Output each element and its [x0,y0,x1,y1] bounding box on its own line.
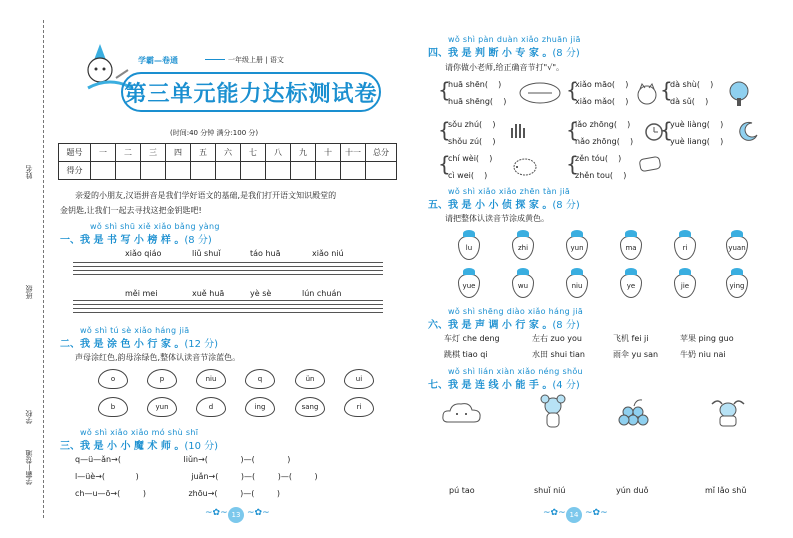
table-cell: 五 [191,144,216,162]
heart-item[interactable]: ri [344,397,374,417]
page-title: 第三单元能力达标测试卷 [121,72,381,112]
footer-vine-left: ~✿~ [205,508,228,518]
heart-item[interactable]: d [196,397,226,417]
sidebar-class-label: 班级 [25,285,33,299]
strawberry-item[interactable]: ying [726,274,748,298]
brace: { [438,152,451,176]
footer-vine-right-2: ~✿~ [585,508,608,518]
s3-line-3: ch—u—ō→( ) zhōu→( )—( ) [75,489,281,498]
s4-option[interactable]: xiǎo mǎo( ) [575,97,629,106]
tree-icon [725,80,753,108]
table-cell: 四 [166,144,191,162]
score-table-score-row [59,162,397,180]
strawberry-item[interactable]: ri [674,236,696,260]
table-cell: 题号 [59,144,91,162]
strawberry-item[interactable]: yun [566,236,588,260]
header-brand: 学霸—卷通 [138,56,178,65]
exam-meta: (时间:40 分钟 满分:100 分) [170,129,259,137]
s1-word: xuě huā [192,289,225,298]
heart-item[interactable]: q [245,369,275,389]
pillow-icon [638,154,662,174]
s3-title: 三、我 是 小 小 魔 术 师 。(10 分) [60,441,219,452]
score-cell[interactable] [241,162,266,180]
table-cell: 得分 [59,162,91,180]
s4-option[interactable]: chí wèi( ) [448,154,493,163]
strawberry-item[interactable]: ma [620,236,642,260]
strawberry-item[interactable]: lu [458,236,480,260]
s4-option[interactable]: huā shēn( ) [448,80,502,89]
s6-word: 跳棋 tiao qi [444,350,488,359]
score-table [58,143,397,180]
s6-word: 苹果 ping guo [680,334,734,343]
sidebar-school-label: 学校 [25,410,33,424]
score-table-header-row [59,144,397,162]
hand-icon [508,120,530,142]
s4-option[interactable]: yuè liàng( ) [670,120,724,129]
s1-word: lún chuán [302,289,342,298]
strawberry-item[interactable]: yue [458,274,480,298]
heart-item[interactable]: ui [344,369,374,389]
s1-pinyin: wǒ shì shū xiě xiǎo bǎng yàng [90,222,220,231]
s2-pinyin: wǒ shì tú sè xiǎo háng jiā [80,326,190,335]
score-cell[interactable] [166,162,191,180]
heart-item[interactable]: b [98,397,128,417]
heart-item[interactable]: yun [147,397,177,417]
buffalo-icon[interactable] [708,396,748,428]
s6-word: 车灯 che deng [444,334,500,343]
s7-title: 七、我 是 连 线 小 能 手 。(4 分) [428,380,580,391]
brace: { [438,78,451,102]
score-cell[interactable] [266,162,291,180]
score-cell[interactable] [341,162,366,180]
s4-option[interactable]: lǎo zhōng( ) [575,120,631,129]
s4-instruction: 请你做小老师,给正确音节打"√"。 [445,63,564,72]
strawberry-item[interactable]: zhi [512,236,534,260]
peanut-icon [518,80,562,106]
brace: { [566,152,579,176]
s7-word[interactable]: shuǐ niú [534,486,566,495]
brace: { [438,118,451,142]
header-divider [205,59,225,60]
s6-pinyin: wǒ shì shēng diào xiǎo háng jiā [448,307,584,316]
score-cell[interactable] [216,162,241,180]
heart-item[interactable]: sang [295,397,325,417]
table-cell: 十一 [341,144,366,162]
s3-line-2: l—üè→( ) juǎn→( )—( )—( ) [75,472,318,481]
s4-option[interactable]: huā shēng( ) [448,97,507,106]
score-cell[interactable] [116,162,141,180]
s1-word: táo huā [250,249,281,258]
s4-option[interactable]: xiǎo māo( ) [575,80,629,89]
s1-word: yè sè [250,289,272,298]
s1-word: liǔ shuǐ [192,249,221,258]
binding-line [43,20,44,518]
strawberry-item[interactable]: jie [674,274,696,298]
moon-icon [738,120,760,142]
strawberry-item[interactable]: yuan [726,236,748,260]
mouse-icon[interactable] [537,394,569,430]
s4-option[interactable]: dà sǔ( ) [670,97,709,106]
s5-instruction: 请把整体认读音节涂成黄色。 [445,214,549,223]
s6-title: 六、我 是 声 调 小 行 家 。(8 分) [428,320,580,331]
s4-option[interactable]: zěn tóu( ) [575,154,622,163]
table-cell: 十 [316,144,341,162]
s4-option[interactable]: yuè liang( ) [670,137,724,146]
s7-pinyin: wǒ shì lián xiàn xiǎo néng shǒu [448,367,583,376]
table-cell: 总分 [366,144,397,162]
s6-word: 水田 shui tian [532,350,585,359]
table-cell: 三 [141,144,166,162]
s4-option[interactable]: sǒu zhú( ) [448,120,496,129]
s2-instruction: 声母涂红色,韵母涂绿色,整体认读音节涂蓝色。 [75,353,241,362]
sidebar-brand-label: 学霸—卷通 [25,450,33,485]
score-cell[interactable] [141,162,166,180]
brace: { [660,118,673,142]
writing-lines[interactable] [73,300,383,316]
brace: { [660,78,673,102]
s7-word[interactable]: pú tao [449,486,475,495]
table-cell: 二 [116,144,141,162]
heart-item[interactable]: niu [196,369,226,389]
score-cell[interactable] [316,162,341,180]
score-cell[interactable] [291,162,316,180]
strawberry-item[interactable]: ye [620,274,642,298]
sidebar-name-label: 姓名 [25,165,33,179]
table-cell: 九 [291,144,316,162]
brace: { [566,118,579,142]
page-number-right: 14 [566,507,582,523]
heart-item[interactable]: ing [245,397,275,417]
s1-title: 一、我 是 书 写 小 榜 样 。(8 分) [60,235,212,246]
s4-option[interactable]: zhěn tou( ) [575,171,627,180]
heart-item[interactable]: o [98,369,128,389]
s4-option[interactable]: shǒu zú( ) [448,137,496,146]
score-cell[interactable] [366,162,397,180]
header-grade-subject: 一年级上册 | 语文 [228,56,284,64]
strawberry-item[interactable]: niu [566,274,588,298]
s7-word[interactable]: yún duǒ [616,486,649,495]
s5-pinyin: wǒ shì xiǎo xiǎo zhēn tàn jiā [448,187,571,196]
writing-lines[interactable] [73,262,383,278]
s1-word: měi mei [125,289,158,298]
heart-item[interactable]: ün [295,369,325,389]
s1-word: xiǎo qiáo [125,249,162,258]
brace: { [566,78,579,102]
intro-line-2: 金钥匙,让我们一起去寻找这把金钥匙吧! [60,206,202,215]
s6-word: 雨伞 yu san [613,350,659,359]
s1-word: xiǎo niú [312,249,344,258]
s4-option[interactable]: dà shù( ) [670,80,714,89]
score-cell[interactable] [91,162,116,180]
s6-word: 牛奶 niu nai [680,350,726,359]
table-cell: 八 [266,144,291,162]
score-cell[interactable] [191,162,216,180]
heart-item[interactable]: p [147,369,177,389]
footer-vine-right: ~✿~ [543,508,566,518]
s4-option[interactable]: nǎo zhōng( ) [575,137,634,146]
table-cell: 七 [241,144,266,162]
s6-word: 飞机 fei ji [613,334,649,343]
s3-pinyin: wǒ shì xiǎo xiǎo mó shù shī [80,428,199,437]
cloud-icon[interactable] [440,398,484,428]
s3-line-1: q—ü—ǎn→( liǔn→( )—( ) [75,455,291,464]
s6-word: 左右 zuo you [532,334,582,343]
grapes-icon[interactable] [616,396,652,430]
s5-title: 五、我 是 小 小 侦 探 家 。(8 分) [428,200,580,211]
s7-word[interactable]: mǐ lǎo shǔ [705,486,747,495]
page-number-left: 13 [228,507,244,523]
intro-line-1: 亲爱的小朋友,汉语拼音是我们学好语文的基础,是我们打开语文知识殿堂的 [75,191,337,200]
s4-pinyin: wǒ shì pàn duàn xiǎo zhuān jiā [448,35,581,44]
footer-vine-left-2: ~✿~ [247,508,270,518]
hedgehog-icon [512,155,538,177]
strawberry-item[interactable]: wu [512,274,534,298]
s2-title: 二、我 是 涂 色 小 行 家 。(12 分) [60,339,219,350]
cat-icon [635,82,659,106]
table-cell: 一 [91,144,116,162]
s4-title: 四、我 是 判 断 小 专 家 。(8 分) [428,48,580,59]
table-cell: 六 [216,144,241,162]
s4-option[interactable]: cì wei( ) [448,171,488,180]
